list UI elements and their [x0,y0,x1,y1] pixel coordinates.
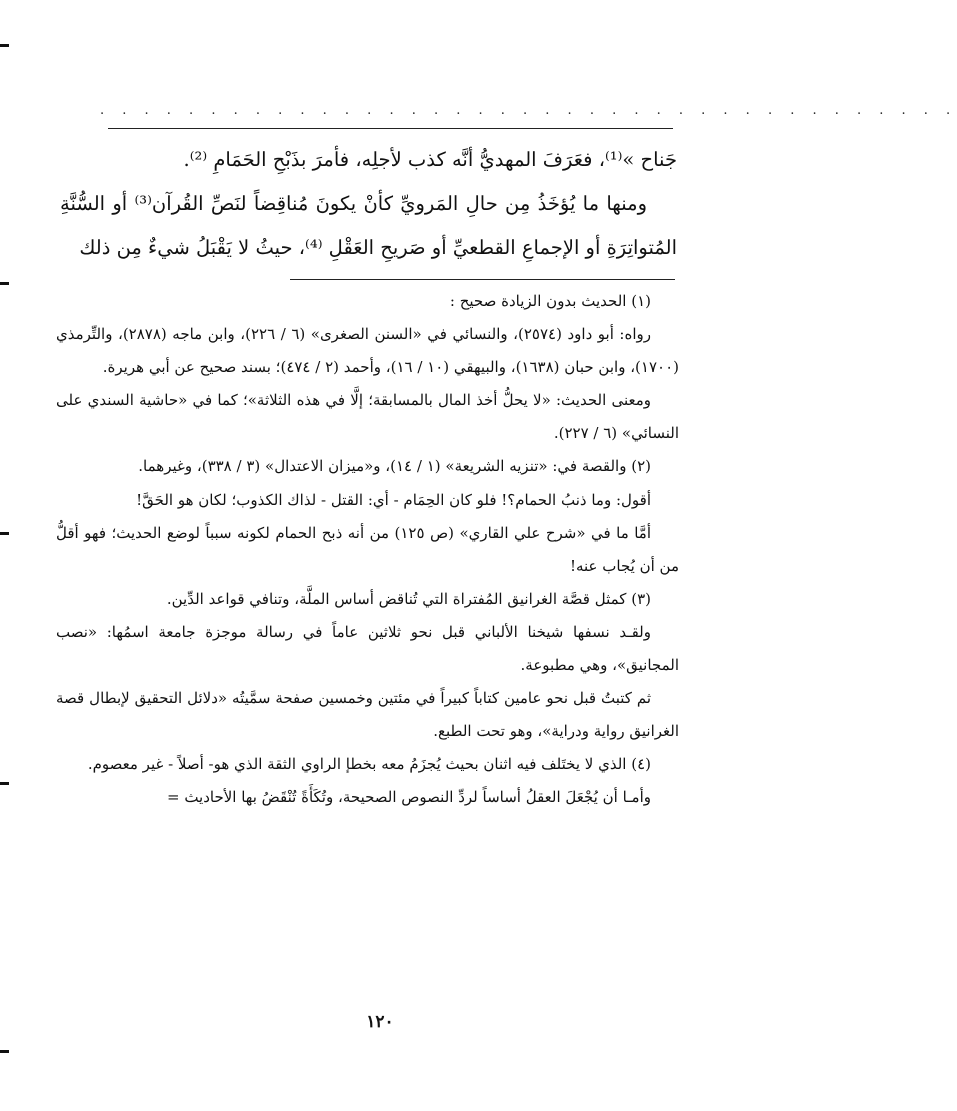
scan-edge-mark [0,782,9,785]
footnote-3: (٣) كمثل قصَّة الغرانيق المُفتراة التي تُناقض أساس الملَّة، وتنافي قواعد الدِّين. [166,589,651,608]
scan-edge-mark [0,44,9,47]
scan-edge-mark [0,1050,9,1053]
footnote-1-heading: (١) الحديث بدون الزيادة صحيح : [449,292,651,310]
footnote-separator [290,279,675,280]
page-number: ١٢٠ [366,1012,394,1032]
footnote-4-continued: وأمـا أن يُجْعَلَ العقلُ أساساً لردِّ النصوص الصحيحة، وتُكَأَةً تُنْقَضُ بها الأحاديث = [166,788,651,807]
footnote-2: (٢) والقصة في: «تنزيه الشريعة» (١ / ١٤)، و«ميزان الاعتدال» (٣ / ٣٣٨)، وغيرهما. [138,457,651,476]
top-rule [108,128,673,129]
scan-edge-mark [0,532,9,535]
continuation-dots: . . . . . . . . . . . . . . . . . . . . . . . . . . . . . . . . . . . . . . . [100,103,957,118]
main-paragraph: ومنها ما يُؤخَذُ مِن حالِ المَرويِّ كأنْ يكونَ مُناقِضاً لنَصِّ القُرآن⁽³⁾ أو السُّنَّةِ المُتواتِرَةِ أو الإجماعِ القطعيِّ أو صَريحِ العَقْلِ ⁽⁴⁾، حيثُ لا يَقْبَلُ شيءٌ مِن ذلك [60,192,677,259]
main-line-continued: جَناح »⁽¹⁾، فعَرَفَ المهديُّ أنَّه كذب لأجلِه، فأمرَ بذَبْحِ الحَمَامِ ⁽²⁾. [183,148,677,171]
footnote-3-albani: ولقـد نسفها شيخنا الألباني قبل نحو ثلاثين عاماً في رسالة موجزة جامعة اسمُها: «نصب المجانيق»، وهي مطبوعة. [56,622,679,675]
footnote-2-comment: أقول: وما ذنبُ الحمام؟! فلو كان الحِمَام - أي: القتل - لذاك الكذوب؛ لكان هو الحَقَّ! [136,490,651,509]
footnote-4: (٤) الذي لا يختَلف فيه اثنان بحيث يُجزَمُ معه بخطإ الراوي الثقة الذي هو- أصلاً - غير معصوم. [87,755,651,774]
footnote-2-note: أمَّا ما في «شرح علي القاري» (ص ١٢٥) من أنه ذبح الحمام لكونه سبباً لوضع الحديث؛ فهو أقلُّ من أن يُجاب عنه! [56,523,679,575]
footnote-3-book: ثم كتبتُ قبل نحو عامين كتاباً كبيراً في مئتين وخمسين صفحة سمَّيتُه «دلائل التحقيق لإبطال قصة الغرانيق رواية ودراية»، وهو تحت الطبع. [56,689,679,741]
footnotes [56,285,679,815]
footnote-1-sources: رواه: أبو داود (٢٥٧٤)، والنسائي في «السنن الصغرى» (٦ / ٢٢٦)، وابن ماجه (٢٨٧٨)، والتِّرمذي (١٧٠٠)، وابن حبان (١٦٣٨)، والبيهقي (١٠ / ١٦)، وأحمد (٢ / ٤٧٤)؛ بسند صحيح عن أبي هريرة. [56,325,679,377]
footnote-1-meaning: ومعنى الحديث: «لا يحلُّ أخذ المال بالمسابقة؛ إلَّا في هذه الثلاثة»؛ كما في «حاشية السندي على النسائي» (٦ / ٢٢٧). [56,391,679,443]
main-text [60,138,677,270]
scan-edge-mark [0,282,9,285]
